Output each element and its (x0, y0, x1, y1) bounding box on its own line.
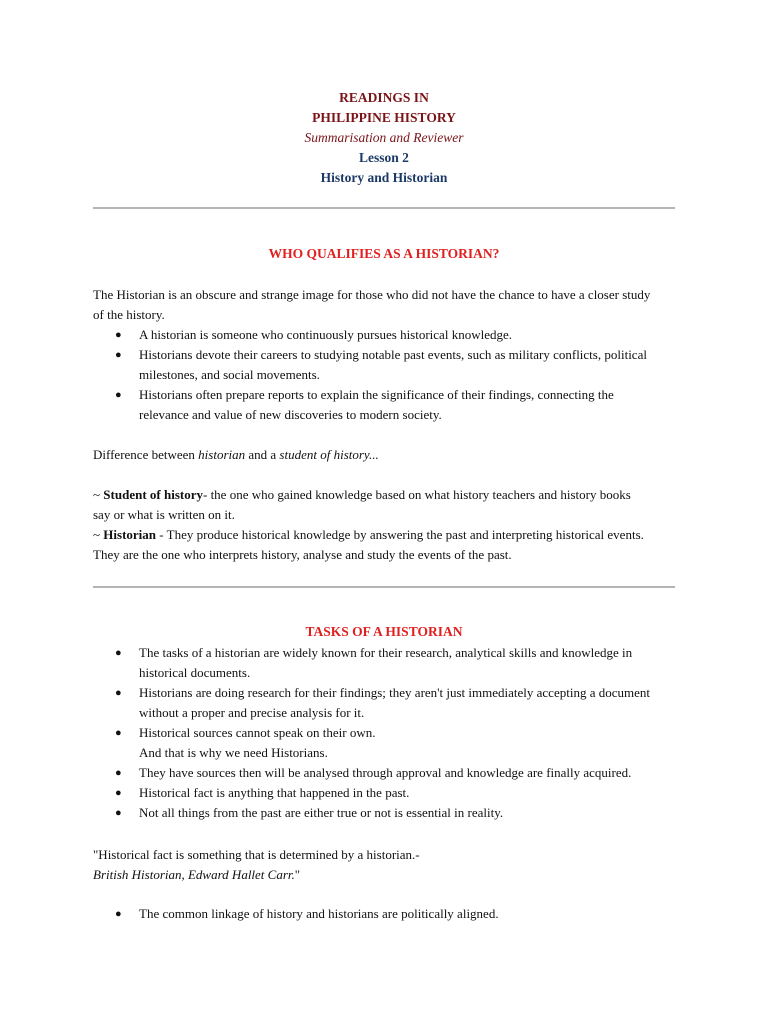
list-item: ● Historical fact is anything that happened in the past. (93, 783, 673, 803)
bullet-icon: ● (115, 329, 122, 341)
bullet-icon: ● (115, 687, 122, 699)
list-item: ● The tasks of a historian are widely known for their research, analytical skills and knowledge in historical documents. (115, 645, 633, 680)
term-historian: historian (198, 447, 246, 462)
final-bullet-list (93, 904, 673, 924)
list-item: ● A historian is someone who continuously pursues historical knowledge. (93, 325, 673, 345)
lesson-topic: History and Historian (320, 170, 448, 185)
bullet-icon: ● (115, 807, 122, 819)
intro-paragraph (93, 285, 673, 325)
document-header (0, 88, 768, 188)
list-item: ● Historians often prepare reports to explain the significance of their findings, connecting the relevance and value of new discoveries to modern society. (115, 387, 614, 422)
bullet-icon: ● (115, 647, 122, 659)
difference-intro: Difference between historian and a student of history... (93, 447, 379, 462)
tasks-bullet-list (93, 643, 673, 823)
student-definition: ~ Student of history- the one who gained knowledge based on what history teachers and history books (93, 487, 631, 502)
bullet-icon: ● (115, 349, 122, 361)
bullet-icon: ● (115, 727, 122, 739)
subtitle: Summarisation and Reviewer (304, 130, 464, 145)
section-heading-tasks: TASKS OF A HISTORIAN (305, 624, 463, 639)
title-line-2: PHILIPPINE HISTORY (312, 110, 456, 125)
divider-top (93, 207, 675, 209)
list-item: ● Historians are doing research for their findings; they aren't just immediately accepting a document without a proper and precise analysis for it. (115, 685, 650, 720)
intro-line: The Historian is an obscure and strange image for those who did not have the chance to have a closer study (93, 287, 651, 302)
bullet-icon: ● (115, 908, 122, 920)
list-item: ● Not all things from the past are either true or not is essential in reality. (93, 803, 673, 823)
historian-definition: ~ Historian - They produce historical knowledge by answering the past and interpreting historical events. (93, 527, 644, 542)
intro-line: of the history. (93, 307, 165, 322)
bullet-icon: ● (115, 767, 122, 779)
list-item: ● They have sources then will be analysed through approval and knowledge are finally acquired. (93, 763, 673, 783)
carr-quote: "Historical fact is something that is determined by a historian.- British Historian, Edward Hallet Carr." (93, 847, 420, 882)
historian-bullet-list (93, 325, 673, 425)
term-student-of-history: student of history... (279, 447, 379, 462)
divider-middle (93, 586, 675, 588)
list-item: ● The common linkage of history and historians are politically aligned. (93, 904, 673, 924)
definitions: ~ Student of history- the one who gained knowledge based on what history teachers and history books say or what is written on it. ~ Historian - They produce historical knowledge by answering the past and interpreting historical events. They are the one who interprets history, analyse and study the events of the past. (93, 485, 673, 565)
bullet-icon: ● (115, 787, 122, 799)
list-item: ● Historians devote their careers to studying notable past events, such as military conflicts, political milestones, and social movements. (115, 347, 647, 382)
bullet-icon: ● (115, 389, 122, 401)
quote-attribution: British Historian, Edward Hallet Carr. (93, 867, 295, 882)
lesson-number: Lesson 2 (359, 150, 409, 165)
section-heading-historian: WHO QUALIFIES AS A HISTORIAN? (268, 246, 500, 261)
list-item: ● Historical sources cannot speak on their own. And that is why we need Historians. (115, 725, 376, 760)
title-line-1: READINGS IN (339, 90, 429, 105)
